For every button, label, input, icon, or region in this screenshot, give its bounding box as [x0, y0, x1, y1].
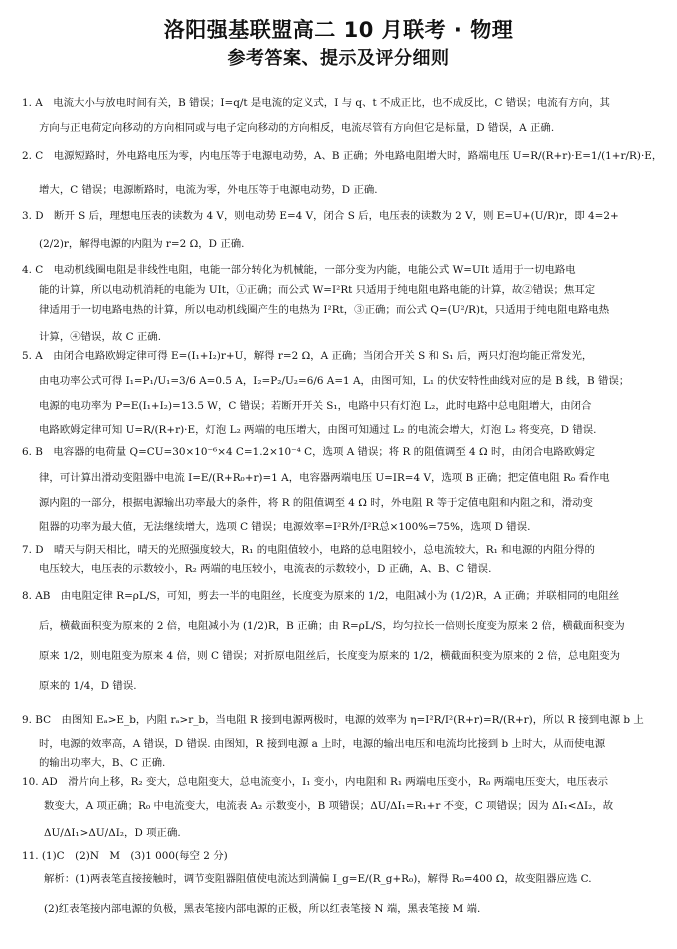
answer-line: 方向与正电荷定向移动的方向相同或与电子定向移动的方向相反，电流尽管有方向但它是标量，D 错误，A 正确. — [39, 122, 555, 134]
answer-line: (2)红表笔接内部电源的负极，黑表笔接内部电源的正极，所以红表笔接 N 端，黑表笔接 M 端. — [44, 903, 481, 915]
answer-line: 能的计算，所以电动机消耗的电能为 UIt，①正确；而公式 W=I²Rt 只适用于纯电阻电路电能的计算，故②错误；焦耳定 — [39, 284, 596, 296]
answer-line: 8. AB 由电阻定律 R=ρL/S，可知，剪去一半的电阻丝，长度变为原来的 1/2，电阻减小为 (1/2)R，A 正确；并联相同的电阻丝 — [22, 590, 620, 602]
answer-line: 4. C 电动机线圈电阻是非线性电阻，电能一部分转化为机械能，一部分变为内能，电能公式 W=UIt 适用于一切电路电 — [22, 264, 576, 276]
answer-line: (2/2)r，解得电源的内阻为 r=2 Ω，D 正确. — [39, 238, 245, 250]
answer-line: 时，电源的效率高，A 错误，D 错误. 由图知，R 接到电源 a 上时，电源的输出电压和电流均比接到 b 上时大，从而使电源 — [39, 738, 606, 750]
answer-line: 律，可计算出滑动变阻器中电流 I=E/(R+R₀+r)=1 A，电容器两端电压 U=IR=4 V，选项 B 正确；把定值电阻 R₀ 看作电 — [39, 472, 610, 484]
answer-line: 电路欧姆定律可知 U=R/(R+r)·E，灯泡 L₂ 两端的电压增大，由图可知通过 L₂ 的电流会增大，灯泡 L₂ 将变亮，D 错误. — [39, 424, 597, 436]
answer-line: 1. A 电流大小与放电时间有关，B 错误；I=q/t 是电流的定义式，I 与 q、t 不成正比，也不成反比，C 错误；电流有方向，其 — [22, 97, 610, 109]
answer-line: 由电功率公式可得 I₁=P₁/U₁=3/6 A=0.5 A，I₂=P₂/U₂=6/6 A=1 A，由图可知，L₁ 的伏安特性曲线对应的是 B 线，B 错误； — [39, 375, 630, 387]
answer-line: 的输出功率大，B、C 正确. — [39, 757, 166, 769]
answer-line: 阻器的功率为最大值，无法继续增大，选项 C 错误；电源效率=I²R外/I²R总×100%=75%，选项 D 错误. — [39, 521, 531, 533]
answer-line: 数变大，A 项正确；R₀ 中电流变大，电流表 A₂ 示数变小，B 项错误；ΔU/ΔI₁=R₁+r 不变，C 项错误；因为 ΔI₁<ΔI₂，故 — [44, 800, 614, 812]
answer-line: 2. C 电源短路时，外电路电压为零，内电压等于电源电动势，A、B 正确；外电路电阻增大时，路端电压 U=R/(R+r)·E=1/(1+r/R)·E， — [22, 150, 663, 162]
answer-line: 律适用于一切电路电热的计算，所以电动机线圈产生的电热为 I²Rt，③正确；而公式 Q=(U²/R)t，只适用于纯电阻电路电热 — [39, 304, 610, 316]
answer-line: 电压较大，电压表的示数较小，R₂ 两端的电压较小，电流表的示数较小，D 正确，A、B、C 错误. — [39, 563, 492, 575]
answer-line: 后，横截面积变为原来的 2 倍，电阻减小为 (1/2)R，B 正确；由 R=ρL/S，均匀拉长一倍则长度变为原来 2 倍，横截面积变为 — [39, 620, 625, 632]
answer-line: 10. AD 滑片向上移，R₂ 变大，总电阻变大，总电流变小，I₁ 变小，内电阻和 R₁ 两端电压变小，R₀ 两端电压变大，电压表示 — [22, 776, 609, 788]
page-title: 洛阳强基联盟高二 10 月联考 · 物理 — [163, 18, 514, 42]
answer-line: 7. D 晴天与阴天相比，晴天的光照强度较大，R₁ 的电阻值较小，电路的总电阻较小，总电流较大，R₁ 和电源的内阻分得的 — [22, 544, 595, 556]
answer-line: 原来 1/2，则电阻变为原来 4 倍，则 C 错误；对折原电阻丝后，长度变为原来的 1/2，横截面积变为原来的 2 倍，总电阻变为 — [39, 650, 621, 662]
answer-line: 源内阻的一部分，根据电源输出功率最大的条件，将 R 的阻值调至 4 Ω 时，外电阻 R 等于定值电阻和内阻之和，滑动变 — [39, 497, 593, 509]
answer-line: 3. D 断开 S 后，理想电压表的读数为 4 V，则电动势 E=4 V，闭合 S 后，电压表的读数为 2 V，则 E=U+(U/R)r，即 4=2+ — [22, 210, 619, 222]
answer-line: ΔU/ΔI₁>ΔU/ΔI₂，D 项正确. — [44, 827, 181, 839]
answer-line: 6. B 电容器的电荷量 Q=CU=30×10⁻⁶×4 C=1.2×10⁻⁴ C，选项 A 错误；将 R 的阻值调至 4 Ω 时，由闭合电路欧姆定 — [22, 446, 596, 458]
answer-line: 9. BC 由图知 Eₐ>E_b，内阻 rₐ>r_b，当电阻 R 接到电源两极时，电源的效率为 η=I²R/I²(R+r)=R/(R+r)，所以 R 接到电源 b 上 — [22, 714, 644, 726]
answer-line: 增大，C 错误；电源断路时，电流为零，外电压等于电源电动势，D 正确. — [39, 184, 378, 196]
answer-line: 11. (1)C (2)N M (3)1 000(每空 2 分) — [22, 850, 228, 862]
answer-line: 原来的 1/4，D 错误. — [39, 680, 137, 692]
answer-line: 5. A 由闭合电路欧姆定律可得 E=(I₁+I₂)r+U，解得 r=2 Ω，A 正确；当闭合开关 S 和 S₁ 后，两只灯泡均能正常发光， — [22, 350, 593, 362]
answer-line: 解析：(1)两表笔直接接触时，调节变阻器阻值使电流达到满偏 I_g=E/(R_g+R₀)，解得 R₀=400 Ω，故变阻器应选 C. — [44, 873, 592, 885]
answer-line: 计算，④错误，故 C 正确. — [39, 331, 162, 343]
answer-line: 电源的电功率为 P=E(I₁+I₂)=13.5 W，C 错误；若断开开关 S₁，电路中只有灯泡 L₂，此时电路中总电阻增大，由闭合 — [39, 400, 592, 412]
page-subtitle: 参考答案、提示及评分细则 — [227, 48, 450, 69]
